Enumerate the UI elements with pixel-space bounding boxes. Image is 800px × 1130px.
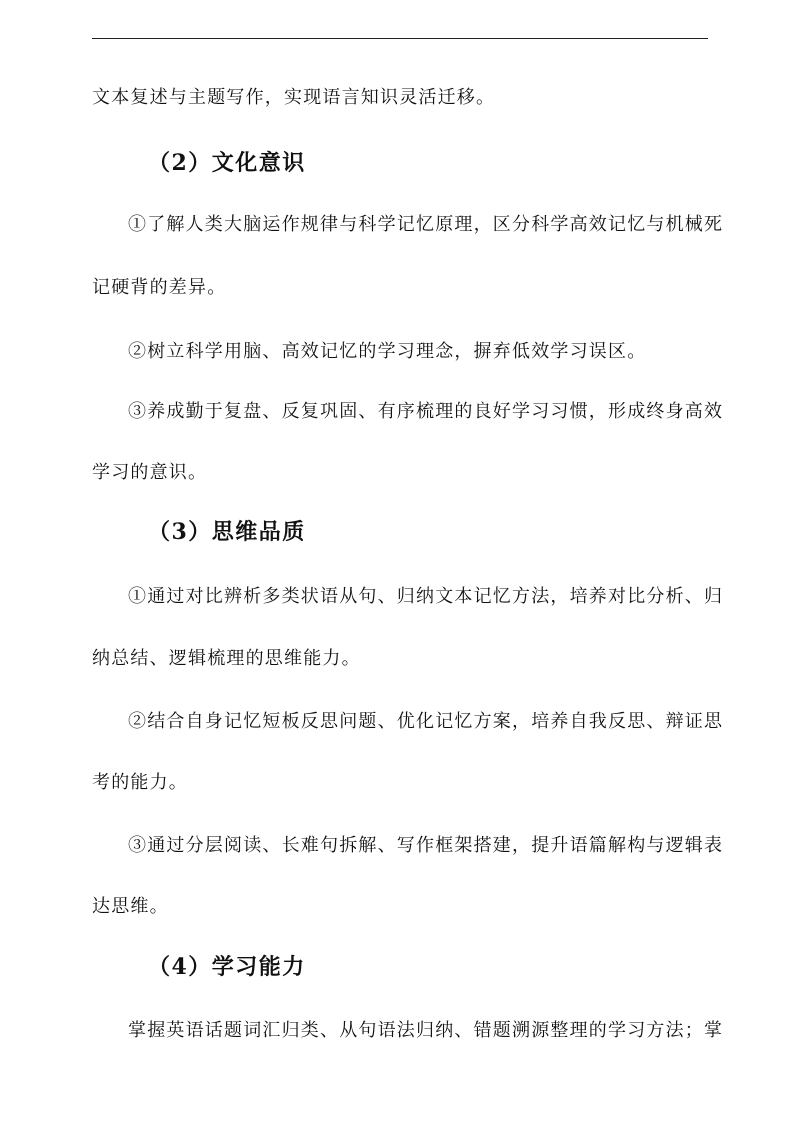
header-rule <box>92 38 708 39</box>
section-heading-culture: （2）文化意识 <box>148 150 306 176</box>
continuation-text: 文本复述与主题写作，实现语言知识灵活迁移。 <box>92 87 496 108</box>
section-heading-learning: （4）学习能力 <box>148 954 306 980</box>
culture-item-2-line-1: ②树立科学用脑、高效记忆的学习理念，摒弃低效学习误区。 <box>128 341 647 362</box>
thinking-item-2-line-1: ②结合自身记忆短板反思问题、优化记忆方案，培养自我反思、辩证思 <box>128 711 724 732</box>
thinking-item-1-line-1: ①通过对比辨析多类状语从句、归纳文本记忆方法，培养对比分析、归 <box>128 586 724 607</box>
thinking-item-3-line-1: ③通过分层阅读、长难句拆解、写作框架搭建，提升语篇解构与逻辑表 <box>128 835 724 856</box>
thinking-item-3-line-2: 达思维。 <box>92 896 169 917</box>
culture-item-1-line-2: 记硬背的差异。 <box>92 277 227 298</box>
learning-item-1-line-1: 掌握英语话题词汇归类、从句语法归纳、错题溯源整理的学习方法；掌 <box>128 1020 724 1041</box>
section-heading-thinking: （3）思维品质 <box>148 519 306 545</box>
culture-item-3-line-2: 学习的意识。 <box>92 462 208 483</box>
culture-item-3-line-1: ③养成勤于复盘、反复巩固、有序梳理的良好学习习惯，形成终身高效 <box>128 401 724 422</box>
culture-item-1-line-1: ①了解人类大脑运作规律与科学记忆原理，区分科学高效记忆与机械死 <box>128 214 724 235</box>
thinking-item-2-line-2: 考的能力。 <box>92 772 188 793</box>
thinking-item-1-line-2: 纳总结、逻辑梳理的思维能力。 <box>92 648 361 669</box>
